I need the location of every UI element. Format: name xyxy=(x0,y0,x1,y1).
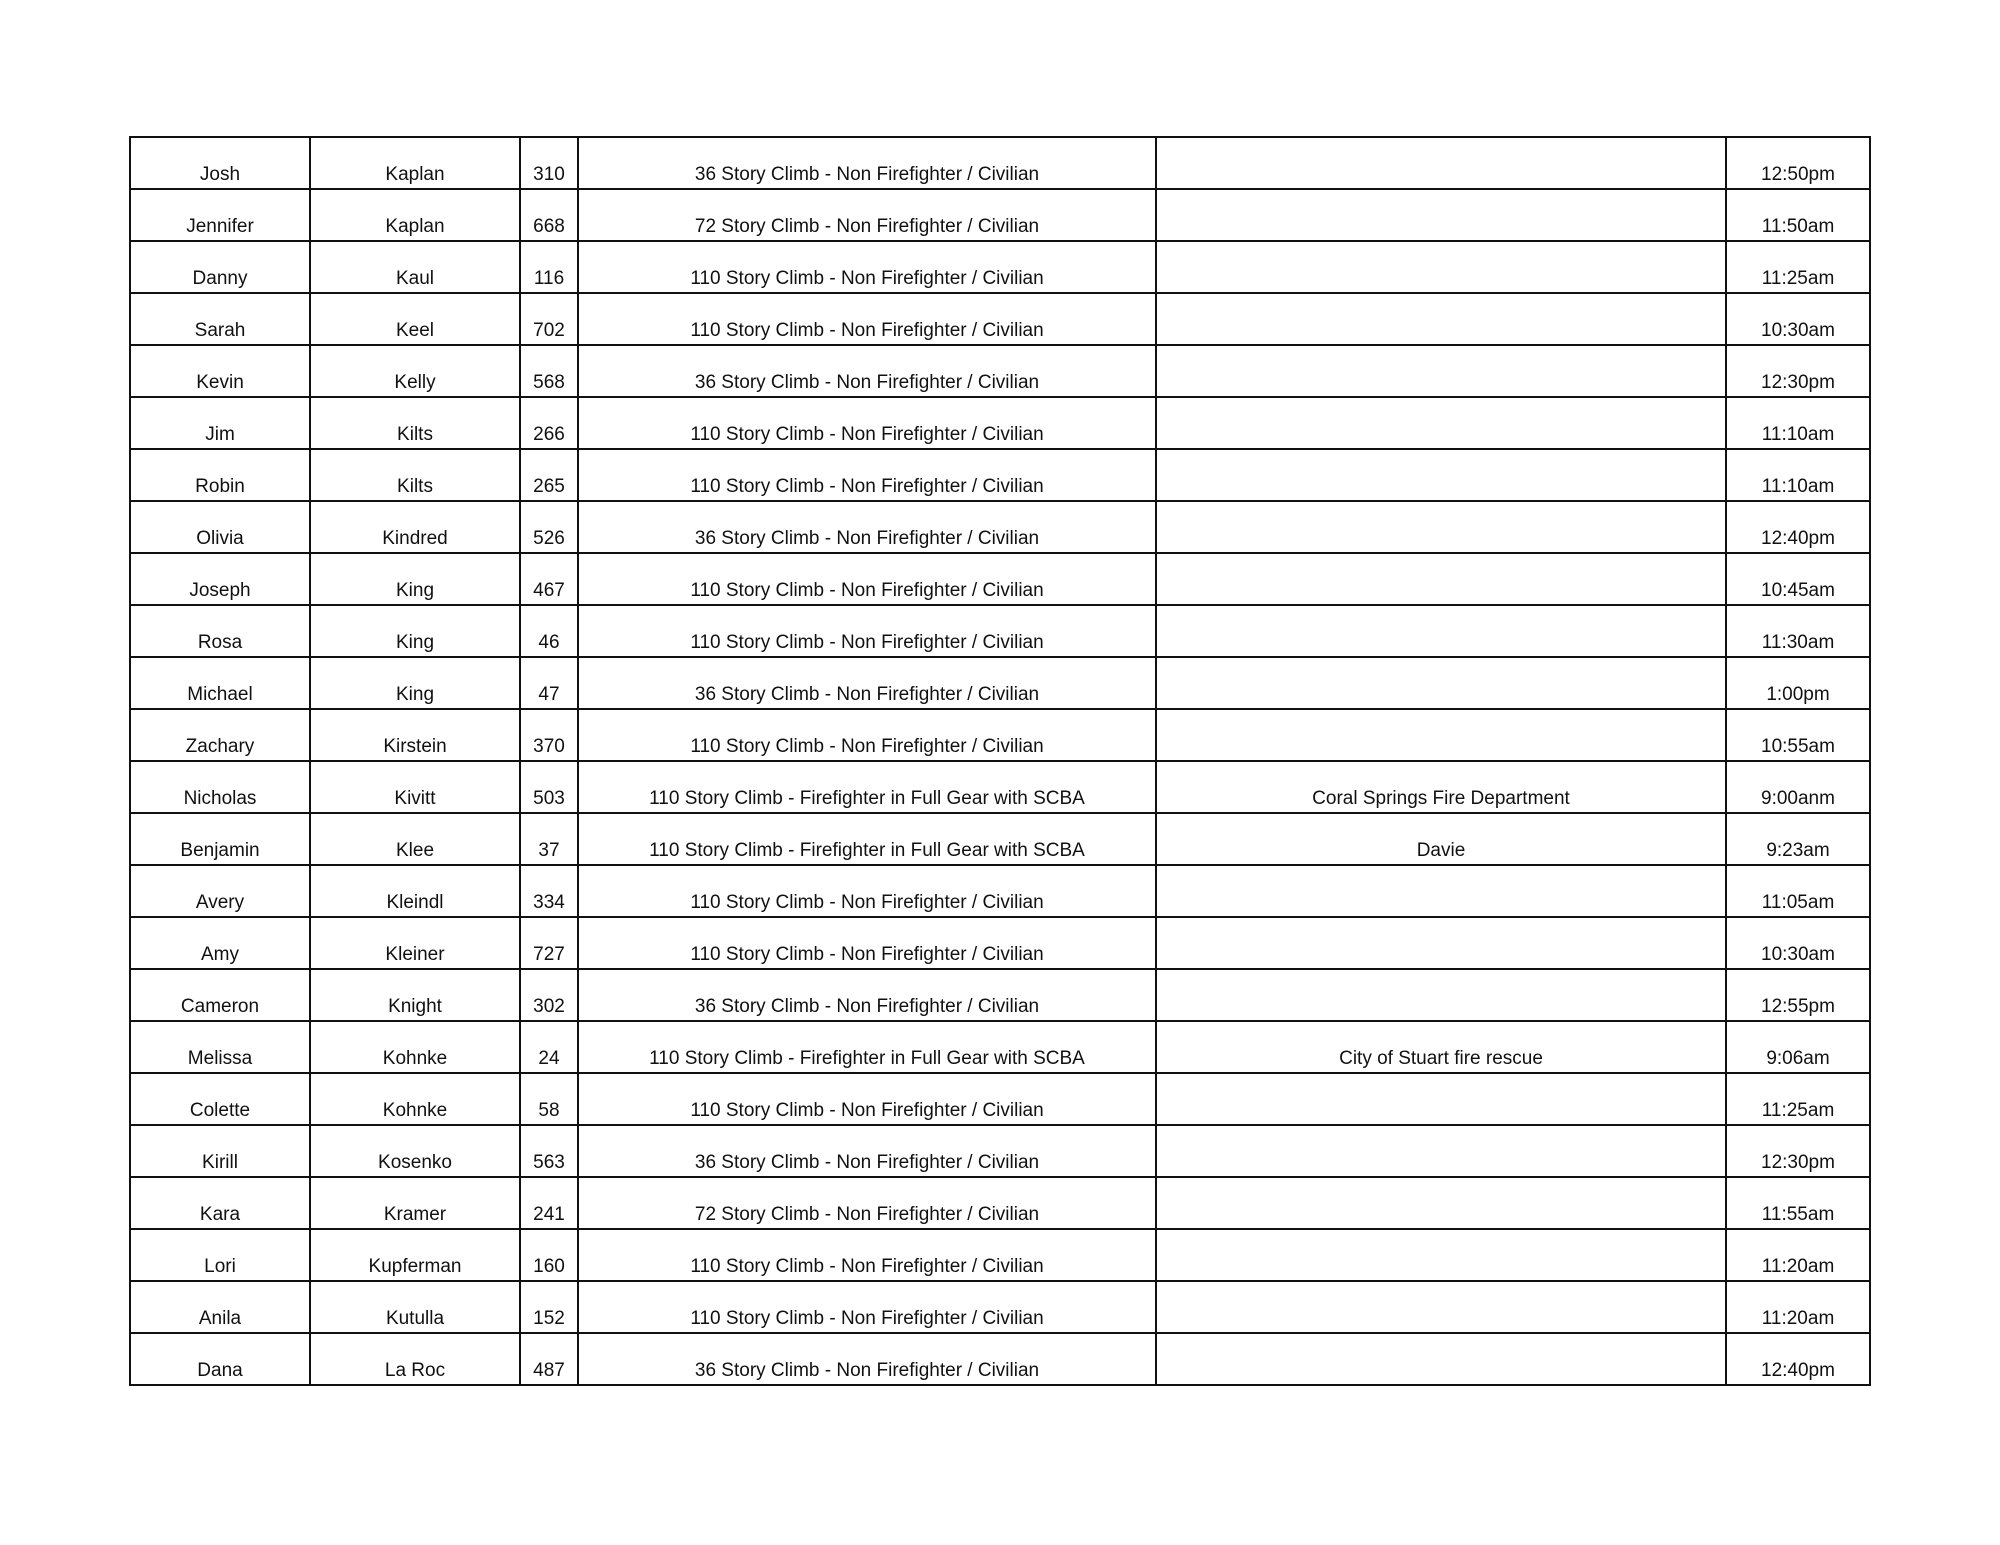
event-cell: 110 Story Climb - Firefighter in Full Gear with SCBA xyxy=(578,813,1156,865)
bib-number-cell: 370 xyxy=(520,709,578,761)
start-time-cell: 10:45am xyxy=(1726,553,1870,605)
event-cell: 36 Story Climb - Non Firefighter / Civilian xyxy=(578,969,1156,1021)
event-cell: 110 Story Climb - Non Firefighter / Civilian xyxy=(578,1229,1156,1281)
bib-number-cell: 37 xyxy=(520,813,578,865)
first-name-cell: Danny xyxy=(130,241,310,293)
last-name-cell: King xyxy=(310,553,520,605)
department-cell xyxy=(1156,1229,1726,1281)
start-time-cell: 11:25am xyxy=(1726,241,1870,293)
last-name-cell: Kupferman xyxy=(310,1229,520,1281)
event-cell: 72 Story Climb - Non Firefighter / Civilian xyxy=(578,189,1156,241)
first-name-cell: Dana xyxy=(130,1333,310,1385)
last-name-cell: Kilts xyxy=(310,449,520,501)
event-cell: 36 Story Climb - Non Firefighter / Civilian xyxy=(578,1333,1156,1385)
bib-number-cell: 241 xyxy=(520,1177,578,1229)
department-cell xyxy=(1156,397,1726,449)
table-row xyxy=(130,605,1870,657)
bib-number-cell: 46 xyxy=(520,605,578,657)
start-time-cell: 9:23am xyxy=(1726,813,1870,865)
department-cell xyxy=(1156,345,1726,397)
start-time-cell: 11:55am xyxy=(1726,1177,1870,1229)
event-cell: 110 Story Climb - Non Firefighter / Civilian xyxy=(578,917,1156,969)
table-row xyxy=(130,1281,1870,1333)
table-row xyxy=(130,501,1870,553)
start-time-cell: 11:30am xyxy=(1726,605,1870,657)
event-cell: 36 Story Climb - Non Firefighter / Civilian xyxy=(578,501,1156,553)
department-cell xyxy=(1156,137,1726,189)
department-cell: City of Stuart fire rescue xyxy=(1156,1021,1726,1073)
first-name-cell: Rosa xyxy=(130,605,310,657)
bib-number-cell: 563 xyxy=(520,1125,578,1177)
event-cell: 110 Story Climb - Firefighter in Full Gear with SCBA xyxy=(578,1021,1156,1073)
bib-number-cell: 467 xyxy=(520,553,578,605)
bib-number-cell: 568 xyxy=(520,345,578,397)
event-cell: 110 Story Climb - Non Firefighter / Civilian xyxy=(578,553,1156,605)
table-row xyxy=(130,709,1870,761)
bib-number-cell: 160 xyxy=(520,1229,578,1281)
event-cell: 110 Story Climb - Firefighter in Full Gear with SCBA xyxy=(578,761,1156,813)
table-row xyxy=(130,345,1870,397)
last-name-cell: Kindred xyxy=(310,501,520,553)
first-name-cell: Kara xyxy=(130,1177,310,1229)
table-row xyxy=(130,761,1870,813)
first-name-cell: Benjamin xyxy=(130,813,310,865)
start-time-cell: 9:00anm xyxy=(1726,761,1870,813)
first-name-cell: Josh xyxy=(130,137,310,189)
department-cell: Davie xyxy=(1156,813,1726,865)
start-time-cell: 12:40pm xyxy=(1726,1333,1870,1385)
table-row xyxy=(130,865,1870,917)
bib-number-cell: 310 xyxy=(520,137,578,189)
department-cell xyxy=(1156,709,1726,761)
bib-number-cell: 334 xyxy=(520,865,578,917)
department-cell xyxy=(1156,865,1726,917)
start-time-cell: 12:30pm xyxy=(1726,345,1870,397)
bib-number-cell: 265 xyxy=(520,449,578,501)
department-cell xyxy=(1156,293,1726,345)
last-name-cell: Kramer xyxy=(310,1177,520,1229)
first-name-cell: Sarah xyxy=(130,293,310,345)
bib-number-cell: 702 xyxy=(520,293,578,345)
start-time-cell: 1:00pm xyxy=(1726,657,1870,709)
event-cell: 110 Story Climb - Non Firefighter / Civilian xyxy=(578,397,1156,449)
department-cell xyxy=(1156,1281,1726,1333)
department-cell xyxy=(1156,501,1726,553)
event-cell: 110 Story Climb - Non Firefighter / Civilian xyxy=(578,241,1156,293)
table-row xyxy=(130,293,1870,345)
table-row xyxy=(130,1125,1870,1177)
table-row xyxy=(130,969,1870,1021)
start-time-cell: 12:55pm xyxy=(1726,969,1870,1021)
department-cell xyxy=(1156,1073,1726,1125)
table-row xyxy=(130,917,1870,969)
bib-number-cell: 47 xyxy=(520,657,578,709)
table-row xyxy=(130,1333,1870,1385)
department-cell xyxy=(1156,553,1726,605)
bib-number-cell: 152 xyxy=(520,1281,578,1333)
bib-number-cell: 668 xyxy=(520,189,578,241)
first-name-cell: Jennifer xyxy=(130,189,310,241)
first-name-cell: Amy xyxy=(130,917,310,969)
table-row xyxy=(130,553,1870,605)
start-time-cell: 12:40pm xyxy=(1726,501,1870,553)
department-cell xyxy=(1156,1177,1726,1229)
bib-number-cell: 302 xyxy=(520,969,578,1021)
last-name-cell: King xyxy=(310,657,520,709)
table-row xyxy=(130,397,1870,449)
bib-number-cell: 116 xyxy=(520,241,578,293)
last-name-cell: Kutulla xyxy=(310,1281,520,1333)
event-cell: 110 Story Climb - Non Firefighter / Civilian xyxy=(578,865,1156,917)
department-cell xyxy=(1156,605,1726,657)
start-time-cell: 11:20am xyxy=(1726,1281,1870,1333)
start-time-cell: 11:25am xyxy=(1726,1073,1870,1125)
last-name-cell: Kleindl xyxy=(310,865,520,917)
start-time-cell: 10:30am xyxy=(1726,293,1870,345)
start-time-cell: 11:20am xyxy=(1726,1229,1870,1281)
department-cell xyxy=(1156,917,1726,969)
first-name-cell: Kirill xyxy=(130,1125,310,1177)
start-time-cell: 10:30am xyxy=(1726,917,1870,969)
first-name-cell: Avery xyxy=(130,865,310,917)
last-name-cell: Kelly xyxy=(310,345,520,397)
first-name-cell: Olivia xyxy=(130,501,310,553)
table-row xyxy=(130,449,1870,501)
department-cell xyxy=(1156,189,1726,241)
first-name-cell: Colette xyxy=(130,1073,310,1125)
table-row xyxy=(130,657,1870,709)
event-cell: 36 Story Climb - Non Firefighter / Civilian xyxy=(578,1125,1156,1177)
first-name-cell: Robin xyxy=(130,449,310,501)
last-name-cell: Kohnke xyxy=(310,1021,520,1073)
last-name-cell: Kilts xyxy=(310,397,520,449)
department-cell xyxy=(1156,657,1726,709)
bib-number-cell: 503 xyxy=(520,761,578,813)
last-name-cell: Kivitt xyxy=(310,761,520,813)
start-time-cell: 11:05am xyxy=(1726,865,1870,917)
bib-number-cell: 58 xyxy=(520,1073,578,1125)
first-name-cell: Joseph xyxy=(130,553,310,605)
last-name-cell: Kosenko xyxy=(310,1125,520,1177)
bib-number-cell: 487 xyxy=(520,1333,578,1385)
start-time-cell: 10:55am xyxy=(1726,709,1870,761)
last-name-cell: Keel xyxy=(310,293,520,345)
department-cell xyxy=(1156,241,1726,293)
start-time-cell: 11:10am xyxy=(1726,449,1870,501)
bib-number-cell: 727 xyxy=(520,917,578,969)
last-name-cell: Kaul xyxy=(310,241,520,293)
table-row xyxy=(130,1177,1870,1229)
department-cell xyxy=(1156,1333,1726,1385)
first-name-cell: Jim xyxy=(130,397,310,449)
department-cell: Coral Springs Fire Department xyxy=(1156,761,1726,813)
start-time-cell: 11:50am xyxy=(1726,189,1870,241)
first-name-cell: Kevin xyxy=(130,345,310,397)
table-row xyxy=(130,1229,1870,1281)
last-name-cell: Kaplan xyxy=(310,137,520,189)
first-name-cell: Zachary xyxy=(130,709,310,761)
event-cell: 110 Story Climb - Non Firefighter / Civilian xyxy=(578,293,1156,345)
start-time-cell: 9:06am xyxy=(1726,1021,1870,1073)
first-name-cell: Cameron xyxy=(130,969,310,1021)
bib-number-cell: 526 xyxy=(520,501,578,553)
event-cell: 110 Story Climb - Non Firefighter / Civilian xyxy=(578,1281,1156,1333)
table-row xyxy=(130,241,1870,293)
last-name-cell: Kleiner xyxy=(310,917,520,969)
first-name-cell: Lori xyxy=(130,1229,310,1281)
event-cell: 36 Story Climb - Non Firefighter / Civilian xyxy=(578,137,1156,189)
table-row xyxy=(130,813,1870,865)
department-cell xyxy=(1156,969,1726,1021)
event-cell: 110 Story Climb - Non Firefighter / Civilian xyxy=(578,1073,1156,1125)
table-row xyxy=(130,189,1870,241)
event-cell: 110 Story Climb - Non Firefighter / Civilian xyxy=(578,449,1156,501)
first-name-cell: Nicholas xyxy=(130,761,310,813)
event-cell: 36 Story Climb - Non Firefighter / Civilian xyxy=(578,657,1156,709)
department-cell xyxy=(1156,1125,1726,1177)
last-name-cell: Klee xyxy=(310,813,520,865)
first-name-cell: Michael xyxy=(130,657,310,709)
roster-body xyxy=(130,137,1870,1385)
start-time-cell: 12:50pm xyxy=(1726,137,1870,189)
last-name-cell: Kirstein xyxy=(310,709,520,761)
bib-number-cell: 266 xyxy=(520,397,578,449)
table-row xyxy=(130,1021,1870,1073)
last-name-cell: Kohnke xyxy=(310,1073,520,1125)
participant-roster-table xyxy=(129,136,1871,1386)
table-row xyxy=(130,1073,1870,1125)
last-name-cell: Knight xyxy=(310,969,520,1021)
event-cell: 72 Story Climb - Non Firefighter / Civilian xyxy=(578,1177,1156,1229)
last-name-cell: King xyxy=(310,605,520,657)
first-name-cell: Melissa xyxy=(130,1021,310,1073)
start-time-cell: 12:30pm xyxy=(1726,1125,1870,1177)
start-time-cell: 11:10am xyxy=(1726,397,1870,449)
last-name-cell: La Roc xyxy=(310,1333,520,1385)
event-cell: 110 Story Climb - Non Firefighter / Civilian xyxy=(578,605,1156,657)
last-name-cell: Kaplan xyxy=(310,189,520,241)
first-name-cell: Anila xyxy=(130,1281,310,1333)
event-cell: 110 Story Climb - Non Firefighter / Civilian xyxy=(578,709,1156,761)
event-cell: 36 Story Climb - Non Firefighter / Civilian xyxy=(578,345,1156,397)
bib-number-cell: 24 xyxy=(520,1021,578,1073)
table-row xyxy=(130,137,1870,189)
department-cell xyxy=(1156,449,1726,501)
